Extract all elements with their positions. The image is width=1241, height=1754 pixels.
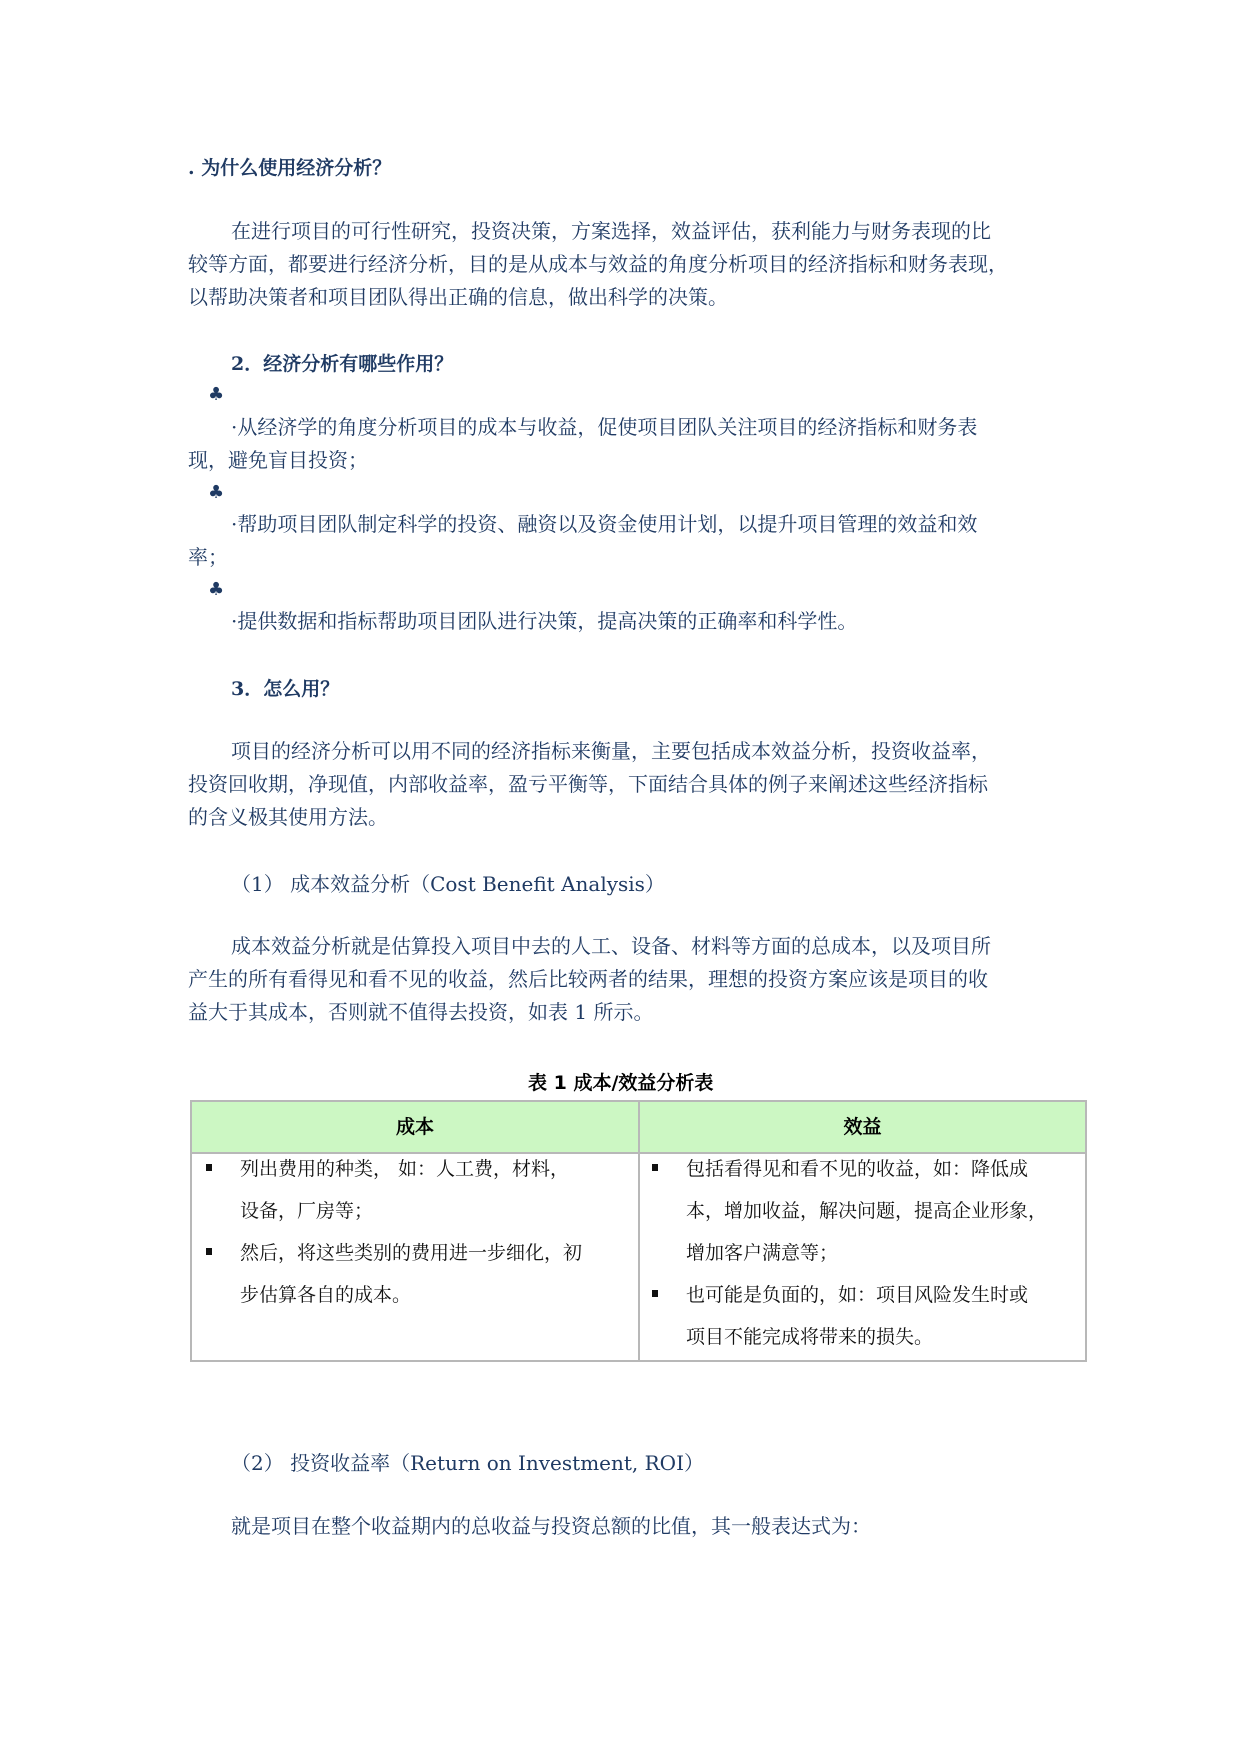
section-1-line-3: 以帮助决策者和项目团队得出正确的信息，做出科学的决策。 xyxy=(188,285,728,309)
benefit-line-3: 增加客户满意等； xyxy=(686,1242,839,1264)
benefit-item-2-line-2: 率； xyxy=(188,545,228,569)
section-3-heading: 3．怎么用？ xyxy=(231,678,340,700)
section-1-line-1: 在进行项目的可行性研究，投资决策，方案选择，效益评估，获利能力与财务表现的比 xyxy=(231,219,991,243)
roi-subheading: （2） 投资收益率（Return on Investment, ROI） xyxy=(231,1451,704,1475)
cost-line-1: 列出费用的种类， 如：人工费，材料， xyxy=(240,1158,570,1180)
benefit-item-1-line-2: 现，避免盲目投资； xyxy=(188,448,368,472)
square-bullet-icon xyxy=(652,1290,658,1297)
section-3-line-3: 的含义极其使用方法。 xyxy=(188,805,388,829)
benefit-line-4: 也可能是负面的，如：项目风险发生时或 xyxy=(686,1284,1029,1306)
cba-line-2: 产生的所有看得见和看不见的收益，然后比较两者的结果，理想的投资方案应该是项目的收 xyxy=(188,967,988,991)
benefit-item-2-line-1: ·帮助项目团队制定科学的投资、融资以及资金使用计划，以提升项目管理的效益和效 xyxy=(231,512,978,536)
section-2-heading: 2．经济分析有哪些作用？ xyxy=(231,353,454,375)
square-bullet-icon xyxy=(206,1164,212,1171)
table-caption: 表 1 成本/效益分析表 xyxy=(528,1072,714,1094)
cba-line-3: 益大于其成本，否则就不值得去投资，如表 1 所示。 xyxy=(188,1000,654,1024)
section-1-heading: . 为什么使用经济分析？ xyxy=(188,157,392,179)
cost-line-4: 步估算各自的成本。 xyxy=(240,1284,412,1306)
cba-subheading: （1） 成本效益分析（Cost Benefit Analysis） xyxy=(231,872,665,896)
table-header-cost: 成本 xyxy=(395,1116,434,1138)
benefit-item-1-line-1: ·从经济学的角度分析项目的成本与收益，促使项目团队关注项目的经济指标和财务表 xyxy=(231,415,978,439)
club-bullet-icon: ♣ xyxy=(208,384,225,405)
cost-line-2: 设备，厂房等； xyxy=(240,1200,374,1222)
club-bullet-icon: ♣ xyxy=(208,579,225,600)
roi-definition: 就是项目在整个收益期内的总收益与投资总额的比值，其一般表达式为： xyxy=(231,1514,871,1538)
section-3-line-2: 投资回收期，净现值，内部收益率，盈亏平衡等，下面结合具体的例子来阐述这些经济指标 xyxy=(188,772,988,796)
square-bullet-icon xyxy=(652,1164,658,1171)
table-header-benefit: 效益 xyxy=(843,1116,882,1138)
club-bullet-icon: ♣ xyxy=(208,482,225,503)
benefit-line-2: 本，增加收益，解决问题，提高企业形象， xyxy=(686,1200,1048,1222)
section-3-line-1: 项目的经济分析可以用不同的经济指标来衡量，主要包括成本效益分析，投资收益率， xyxy=(231,739,991,763)
cost-benefit-table xyxy=(190,1100,1087,1362)
cba-line-1: 成本效益分析就是估算投入项目中去的人工、设备、材料等方面的总成本，以及项目所 xyxy=(231,934,991,958)
benefit-line-1: 包括看得见和看不见的收益，如：降低成 xyxy=(686,1158,1029,1180)
benefit-line-5: 项目不能完成将带来的损失。 xyxy=(686,1326,934,1348)
square-bullet-icon xyxy=(206,1248,212,1255)
benefit-item-3-line-1: ·提供数据和指标帮助项目团队进行决策，提高决策的正确率和科学性。 xyxy=(231,609,858,633)
cost-line-3: 然后，将这些类别的费用进一步细化，初 xyxy=(240,1242,583,1264)
section-1-line-2: 较等方面，都要进行经济分析，目的是从成本与效益的角度分析项目的经济指标和财务表现， xyxy=(188,252,1008,276)
